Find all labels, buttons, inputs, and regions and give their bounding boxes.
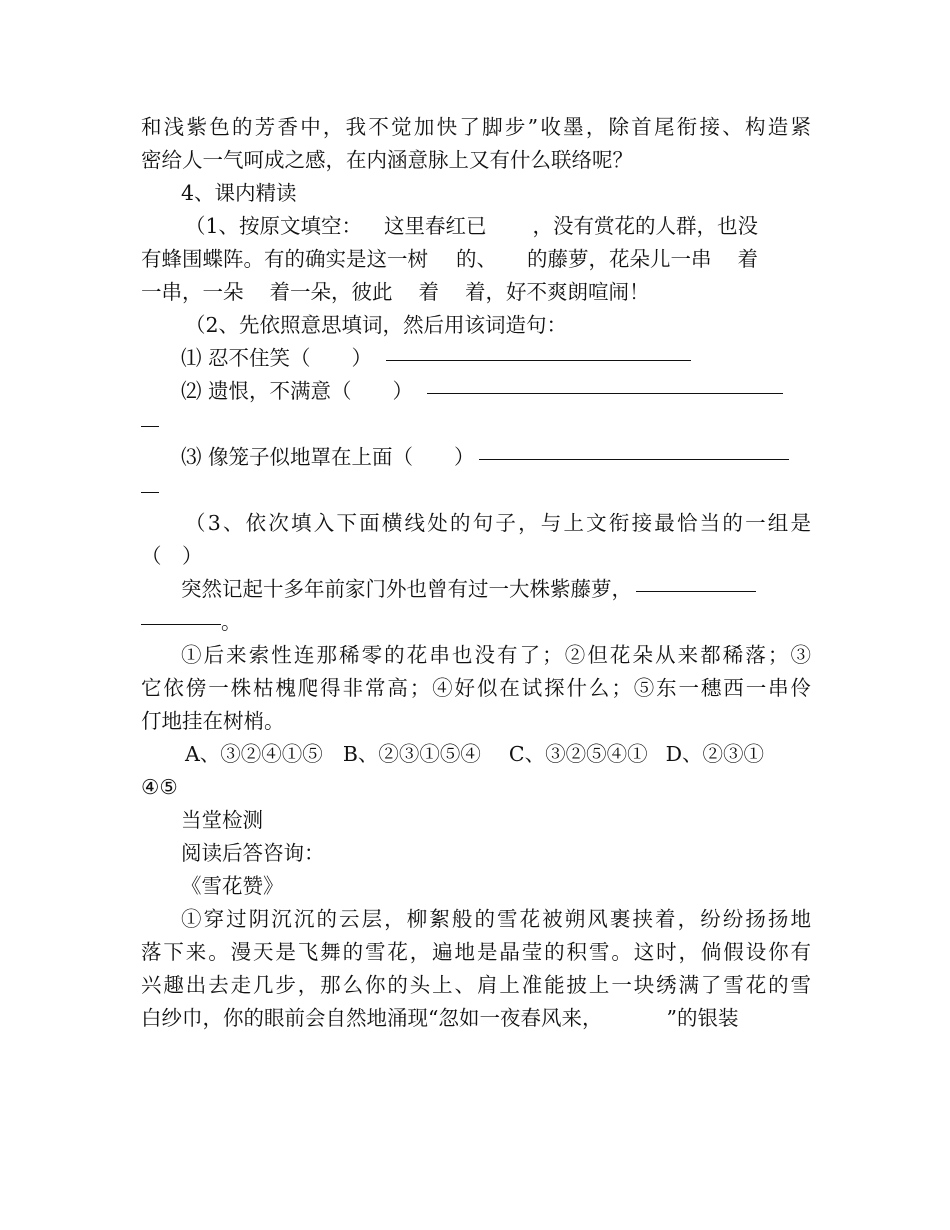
question-1-label: （1、按原文填空： bbox=[185, 214, 363, 238]
text-line bbox=[141, 573, 811, 606]
item-1-line bbox=[141, 342, 811, 375]
text-fragment: 着，好不爽朗喧闹！ bbox=[465, 280, 650, 304]
text-fragment: 有蜂围蝶阵。有的确实是这一树 bbox=[141, 247, 428, 271]
choices-line bbox=[141, 738, 811, 771]
passage-line: 落下来。漫天是飞舞的雪花，遍地是晶莹的积雪。这时，倘假设你有 bbox=[141, 940, 811, 964]
item-2-line bbox=[141, 375, 811, 408]
text-fragment: 白纱巾，你的眼前会自然地涌现“忽如一夜春风来， bbox=[141, 1006, 603, 1030]
item-2-prompt: ⑵ 遗恨，不满意（ ） bbox=[181, 379, 414, 403]
text-fragment: 着 bbox=[737, 247, 758, 271]
choice-b[interactable]: B、②③①⑤④ bbox=[342, 742, 481, 766]
section-heading: 4、课内精读 bbox=[181, 181, 297, 205]
answer-blank-continuation[interactable] bbox=[141, 425, 159, 427]
text-fragment: 的、 bbox=[456, 247, 497, 271]
blank-continuation-line bbox=[141, 474, 811, 507]
text-fragment: 的藤萝，花朵儿一串 bbox=[527, 247, 712, 271]
item-3-line bbox=[141, 441, 811, 474]
choice-a[interactable]: A、③②④①⑤ bbox=[185, 742, 323, 766]
question-3-label: （3、依次填入下面横线处的句子，与上文衔接最恰当的一组是 bbox=[185, 511, 811, 535]
item-1-prompt: ⑴ 忍不住笑（ ） bbox=[181, 346, 373, 370]
options-text-line: 它依傍一株枯槐爬得非常高；④好似在试探什么；⑤东一穗西一串伶 bbox=[141, 676, 811, 700]
item-3-prompt: ⑶ 像笼子似地罩在上面（ ） bbox=[181, 445, 475, 469]
text-fragment: 着 bbox=[418, 280, 439, 304]
question-1-line bbox=[141, 210, 811, 243]
document-page bbox=[141, 111, 811, 1035]
section-heading: 当堂检测 bbox=[181, 808, 263, 832]
text-line: 和浅紫色的芳香中，我不觉加快了脚步”收墨，除首尾衔接、构造紧 bbox=[141, 115, 811, 139]
text-fragment: 突然记起十多年前家门外也曾有过一大株紫藤萝， bbox=[181, 577, 632, 601]
text-fragment: 一串，一朵 bbox=[141, 280, 244, 304]
text-line bbox=[141, 243, 811, 276]
choice-c[interactable]: C、③②⑤④① bbox=[508, 742, 648, 766]
answer-blank[interactable] bbox=[479, 458, 789, 460]
answer-blank-continuation[interactable] bbox=[141, 491, 159, 493]
text-line bbox=[141, 606, 811, 639]
text-fragment: ”的银装 bbox=[666, 1006, 739, 1030]
question-2-label: （2、先依照意思填词，然后用该词造句： bbox=[185, 313, 568, 337]
passage-line: 兴趣出去走几步，那么你的头上、肩上准能披上一块绣满了雪花的雪 bbox=[141, 973, 811, 997]
text-fragment: 着一朵，彼此 bbox=[269, 280, 393, 304]
answer-blank-continuation[interactable] bbox=[141, 623, 221, 625]
choice-d[interactable]: D、②③① bbox=[665, 742, 765, 766]
blank-continuation-line bbox=[141, 408, 811, 441]
instruction-line: 阅读后答咨询： bbox=[181, 841, 325, 865]
passage-line: ①穿过阴沉沉的云层，柳絮般的雪花被朔风裹挟着，纷纷扬扬地 bbox=[181, 907, 811, 931]
text-fragment: ，没有赏花的人群，也没 bbox=[532, 214, 759, 238]
passage-line bbox=[141, 1002, 811, 1035]
answer-blank[interactable] bbox=[427, 392, 783, 394]
passage-title: 《雪花赞》 bbox=[181, 874, 284, 898]
answer-blank[interactable] bbox=[386, 359, 691, 361]
options-text-line: 仃地挂在树梢。 bbox=[141, 709, 285, 733]
answer-bracket: （ ） bbox=[141, 544, 203, 568]
text-fragment: 。 bbox=[221, 610, 242, 634]
answer-blank[interactable] bbox=[636, 590, 756, 592]
text-line: 密给人一气呵成之感，在内涵意脉上又有什么联络呢？ bbox=[141, 148, 633, 172]
text-line bbox=[141, 276, 811, 309]
options-text-line: ①后来索性连那稀零的花串也没有了；②但花朵从来都稀落；③ bbox=[181, 643, 811, 667]
choice-d-continuation: ④⑤ bbox=[141, 775, 178, 799]
text-fragment: 这里春红已 bbox=[384, 214, 487, 238]
